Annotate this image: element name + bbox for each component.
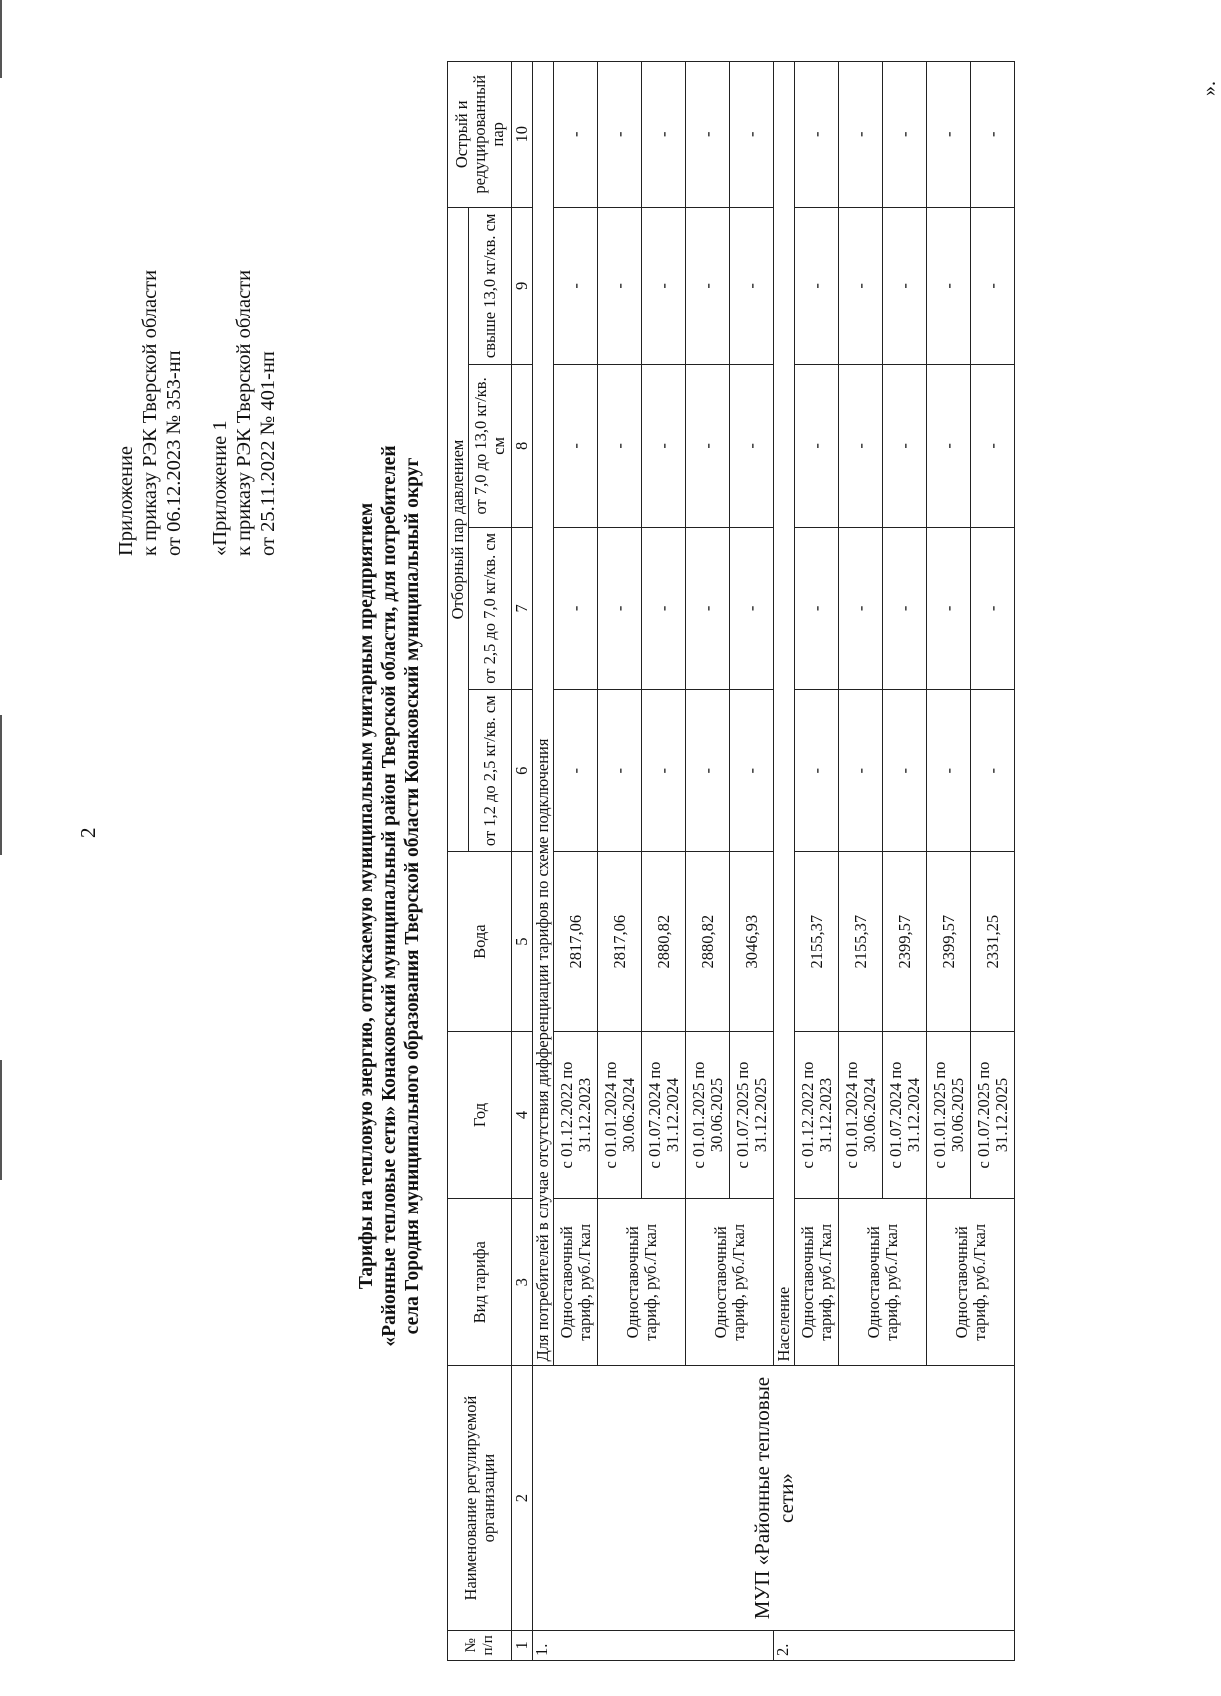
steam-p1: - bbox=[971, 690, 1015, 852]
steam-p4: - bbox=[642, 207, 686, 365]
header-sharp: Острый и редуцированный пар bbox=[448, 62, 512, 208]
col-number: 4 bbox=[512, 1031, 533, 1198]
period: с 01.07.2025 по 31.12.2025 bbox=[971, 1031, 1015, 1198]
appendix-line: Приложение bbox=[115, 445, 137, 556]
tariff-type: Одноставочный тариф, руб./Гкал bbox=[795, 1199, 839, 1366]
title-line: «Районные тепловые сети» Конаковский муниципальный район Тверской области, для потребителей bbox=[379, 445, 400, 1347]
header-org: Наименование регулируемой организации bbox=[448, 1366, 512, 1630]
steam-p3: - bbox=[642, 365, 686, 527]
appendix-quoted-line: «Приложение 1 bbox=[209, 420, 231, 556]
steam-p1: - bbox=[883, 690, 927, 852]
sharp-steam: - bbox=[598, 62, 642, 208]
water-value: 2399,57 bbox=[883, 852, 927, 1031]
steam-p4: - bbox=[598, 207, 642, 365]
steam-p3: - bbox=[730, 365, 774, 527]
steam-p1: - bbox=[839, 690, 883, 852]
steam-p4: - bbox=[927, 207, 971, 365]
header-steam-group: Отборный пар давлением bbox=[448, 207, 469, 852]
header-p4: свыше 13,0 кг/кв. см bbox=[469, 207, 512, 365]
steam-p2: - bbox=[554, 527, 598, 689]
sharp-steam: - bbox=[730, 62, 774, 208]
steam-p1: - bbox=[554, 690, 598, 852]
sharp-steam: - bbox=[971, 62, 1015, 208]
header-p3: от 7,0 до 13,0 кг/кв. см bbox=[469, 365, 512, 527]
steam-p3: - bbox=[686, 365, 730, 527]
steam-p2: - bbox=[598, 527, 642, 689]
section-number: 1. bbox=[533, 1630, 774, 1660]
water-value: 2331,25 bbox=[971, 852, 1015, 1031]
water-value: 2880,82 bbox=[686, 852, 730, 1031]
steam-p2: - bbox=[839, 527, 883, 689]
title-line: Тарифы на тепловую энергию, отпускаемую муниципальным унитарным предприятием bbox=[356, 502, 377, 1290]
sharp-steam: - bbox=[686, 62, 730, 208]
tariff-type: Одноставочный тариф, руб./Гкал bbox=[839, 1199, 927, 1366]
period: с 01.07.2024 по 31.12.2024 bbox=[883, 1031, 927, 1198]
sharp-steam: - bbox=[927, 62, 971, 208]
sharp-steam: - bbox=[795, 62, 839, 208]
header-water: Вода bbox=[448, 852, 512, 1031]
steam-p2: - bbox=[795, 527, 839, 689]
steam-p4: - bbox=[554, 207, 598, 365]
water-value: 2817,06 bbox=[598, 852, 642, 1031]
steam-p1: - bbox=[642, 690, 686, 852]
scan-edge-middle bbox=[0, 715, 2, 855]
period: с 01.07.2025 по 31.12.2025 bbox=[730, 1031, 774, 1198]
water-value: 2880,82 bbox=[642, 852, 686, 1031]
section-title: Население bbox=[774, 62, 795, 1366]
header-p1: от 1,2 до 2,5 кг/кв. см bbox=[469, 690, 512, 852]
steam-p2: - bbox=[686, 527, 730, 689]
steam-p2: - bbox=[971, 527, 1015, 689]
col-number: 8 bbox=[512, 365, 533, 527]
steam-p3: - bbox=[795, 365, 839, 527]
steam-p1: - bbox=[598, 690, 642, 852]
tariff-type: Одноставочный тариф, руб./Гкал bbox=[598, 1199, 686, 1366]
water-value: 2817,06 bbox=[554, 852, 598, 1031]
col-number: 7 bbox=[512, 527, 533, 689]
steam-p1: - bbox=[730, 690, 774, 852]
closing-quote-mark: ». bbox=[1198, 81, 1220, 96]
appendix-block bbox=[114, 270, 280, 556]
water-value: 2155,37 bbox=[839, 852, 883, 1031]
sharp-steam: - bbox=[839, 62, 883, 208]
steam-p2: - bbox=[927, 527, 971, 689]
title-line: села Городня муниципального образования Тверской области Конаковский муниципальный округ bbox=[402, 457, 423, 1335]
steam-p2: - bbox=[883, 527, 927, 689]
scan-edge-bottom bbox=[0, 1060, 2, 1180]
water-value: 3046,93 bbox=[730, 852, 774, 1031]
col-number: 9 bbox=[512, 207, 533, 365]
header-year: Год bbox=[448, 1031, 512, 1198]
col-number: 2 bbox=[512, 1366, 533, 1630]
steam-p4: - bbox=[971, 207, 1015, 365]
header-type: Вид тарифа bbox=[448, 1199, 512, 1366]
sharp-steam: - bbox=[642, 62, 686, 208]
tariff-type: Одноставочный тариф, руб./Гкал bbox=[554, 1199, 598, 1366]
period: с 01.01.2025 по 30.06.2025 bbox=[686, 1031, 730, 1198]
water-value: 2399,57 bbox=[927, 852, 971, 1031]
steam-p4: - bbox=[795, 207, 839, 365]
tariff-type: Одноставочный тариф, руб./Гкал bbox=[927, 1199, 1015, 1366]
period: с 01.01.2024 по 30.06.2024 bbox=[598, 1031, 642, 1198]
period: с 01.01.2025 по 30.06.2025 bbox=[927, 1031, 971, 1198]
header-row bbox=[448, 62, 469, 1661]
steam-p2: - bbox=[730, 527, 774, 689]
appendix-quoted-line: от 25.11.2022 № 401-нп bbox=[257, 351, 279, 556]
steam-p3: - bbox=[598, 365, 642, 527]
col-number: 6 bbox=[512, 690, 533, 852]
section-number: 2. bbox=[774, 1630, 1015, 1660]
appendix-quoted-line: к приказу РЭК Тверской области bbox=[233, 269, 255, 556]
tariff-table bbox=[447, 61, 1015, 1661]
steam-p3: - bbox=[883, 365, 927, 527]
steam-p3: - bbox=[839, 365, 883, 527]
page-number: 2 bbox=[76, 827, 100, 838]
scan-edge-top bbox=[0, 0, 2, 78]
section-title: Для потребителей в случае отсутствия дифференциации тарифов по схеме подключения bbox=[533, 62, 554, 1366]
steam-p2: - bbox=[642, 527, 686, 689]
period: с 01.01.2024 по 30.06.2024 bbox=[839, 1031, 883, 1198]
steam-p4: - bbox=[883, 207, 927, 365]
steam-p1: - bbox=[795, 690, 839, 852]
col-number: 1 bbox=[512, 1630, 533, 1660]
steam-p3: - bbox=[554, 365, 598, 527]
appendix-line: от 06.12.2023 № 353-нп bbox=[163, 350, 185, 556]
document-title bbox=[355, 386, 424, 1406]
period: с 01.07.2024 по 31.12.2024 bbox=[642, 1031, 686, 1198]
col-number: 3 bbox=[512, 1199, 533, 1366]
appendix-line: к приказу РЭК Тверской области bbox=[139, 269, 161, 556]
steam-p3: - bbox=[927, 365, 971, 527]
steam-p4: - bbox=[730, 207, 774, 365]
steam-p1: - bbox=[927, 690, 971, 852]
period: с 01.12.2022 по 31.12.2023 bbox=[554, 1031, 598, 1198]
sharp-steam: - bbox=[554, 62, 598, 208]
section-row bbox=[533, 62, 554, 1661]
col-number: 10 bbox=[512, 62, 533, 208]
header-num: № п/п bbox=[448, 1630, 512, 1660]
sharp-steam: - bbox=[883, 62, 927, 208]
steam-p4: - bbox=[686, 207, 730, 365]
steam-p1: - bbox=[686, 690, 730, 852]
column-number-row bbox=[512, 62, 533, 1661]
steam-p4: - bbox=[839, 207, 883, 365]
org-name-cell: МУП «Районные тепловые сети» bbox=[533, 1366, 1015, 1630]
tariff-type: Одноставочный тариф, руб./Гкал bbox=[686, 1199, 774, 1366]
rotated-page-content bbox=[10, 26, 1220, 1686]
steam-p3: - bbox=[971, 365, 1015, 527]
water-value: 2155,37 bbox=[795, 852, 839, 1031]
col-number: 5 bbox=[512, 852, 533, 1031]
header-p2: от 2,5 до 7,0 кг/кв. см bbox=[469, 527, 512, 689]
period: с 01.12.2022 по 31.12.2023 bbox=[795, 1031, 839, 1198]
